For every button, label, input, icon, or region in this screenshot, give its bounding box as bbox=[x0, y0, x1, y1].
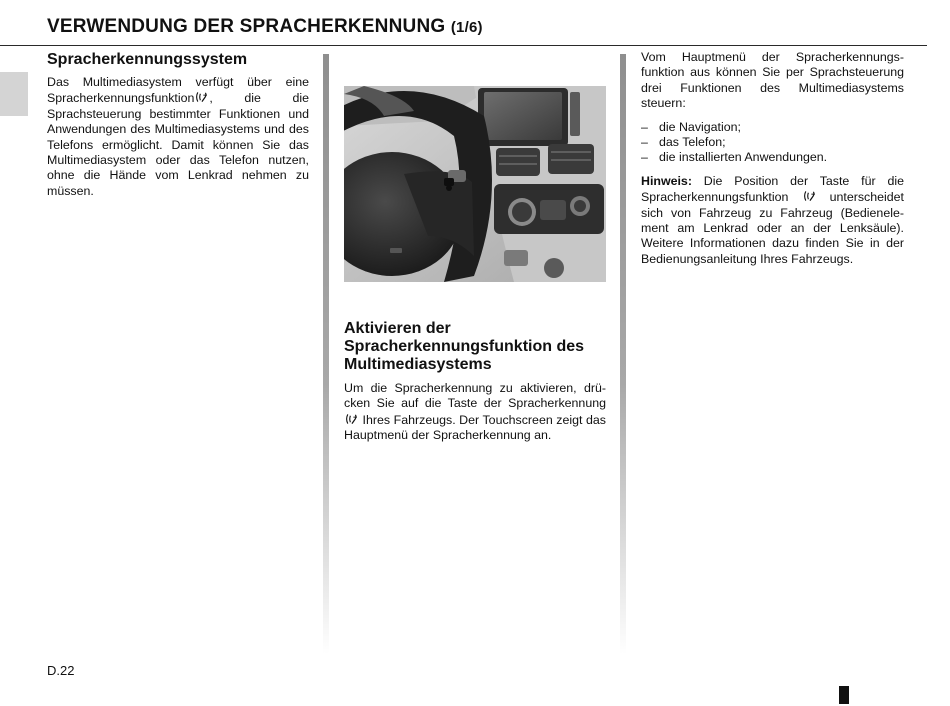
column-divider-left bbox=[323, 54, 329, 654]
list-item: – die Navigation; bbox=[641, 120, 904, 135]
voice-recognition-icon bbox=[195, 90, 208, 104]
function-list bbox=[641, 120, 904, 166]
paragraph-functions-intro: Vom Hauptmenü der Spracherkennungsfunktion aus können Sie per Sprachsteuerung drei Funktionen des Multimediasystems steuern: bbox=[641, 50, 904, 111]
note-label: Hinweis: bbox=[641, 173, 692, 188]
page-number: D.22 bbox=[47, 663, 75, 678]
page-title bbox=[47, 16, 483, 38]
paragraph-note-b: unterscheidet sich von Fahrzeug zu Fahrzeug (Bedienelement am Lenkrad oder an der Lenksäule). Weitere Informationen dazu finden Sie in der Bedienungsanleitung Ihres Fahrzeugs. bbox=[641, 190, 904, 266]
list-item: – das Telefon; bbox=[641, 135, 904, 150]
corner-mark bbox=[839, 686, 849, 704]
column-functions bbox=[641, 50, 904, 267]
column-speech-system bbox=[47, 50, 309, 199]
heading-activation: Aktivieren der Spracherkennungsfunktion des Multimediasystems bbox=[344, 320, 585, 373]
paragraph-note bbox=[641, 174, 904, 267]
heading-speech-system: Spracherkennungssystem bbox=[47, 51, 248, 68]
paragraph-activation bbox=[344, 381, 606, 444]
paragraph-speech-system-a: Das Multimediasystem verfügt über eine Spracherkennungsfunktion bbox=[47, 75, 309, 106]
voice-recognition-icon bbox=[345, 412, 358, 426]
steering-wheel-photo bbox=[344, 86, 606, 282]
list-item: – die installierten Anwendungen. bbox=[641, 150, 904, 165]
paragraph-speech-system-b: , die die Sprachsteuerung bestimmter Funktionen und Anwendungen des Multimediasystems und des Telefons ermöglicht. Damit können Sie das Multimediasystem oder das Telefon nutzen, ohne die Hände vom Lenkrad nehmen zu müssen. bbox=[47, 91, 309, 198]
paragraph-speech-system bbox=[47, 75, 309, 199]
side-tab bbox=[0, 72, 28, 116]
voice-recognition-icon bbox=[803, 189, 816, 203]
title-page-count: (1/6) bbox=[450, 19, 483, 36]
title-text: VERWENDUNG DER SPRACHERKENNUNG bbox=[47, 16, 446, 37]
column-activation bbox=[344, 86, 606, 444]
paragraph-activation-b: Ihres Fahrzeugs. Der Touchscreen zeigt das Hauptmenü der Spracherkennung an. bbox=[344, 412, 606, 443]
paragraph-activation-a: Um die Spracherkennung zu aktivieren, drücken Sie auf die Taste der Spracherkennung bbox=[344, 381, 606, 411]
column-divider-right bbox=[620, 54, 626, 654]
paragraph-note-a: Die Position der Taste für die Spracherkennungsfunktion bbox=[641, 173, 904, 205]
title-rule bbox=[0, 45, 927, 46]
